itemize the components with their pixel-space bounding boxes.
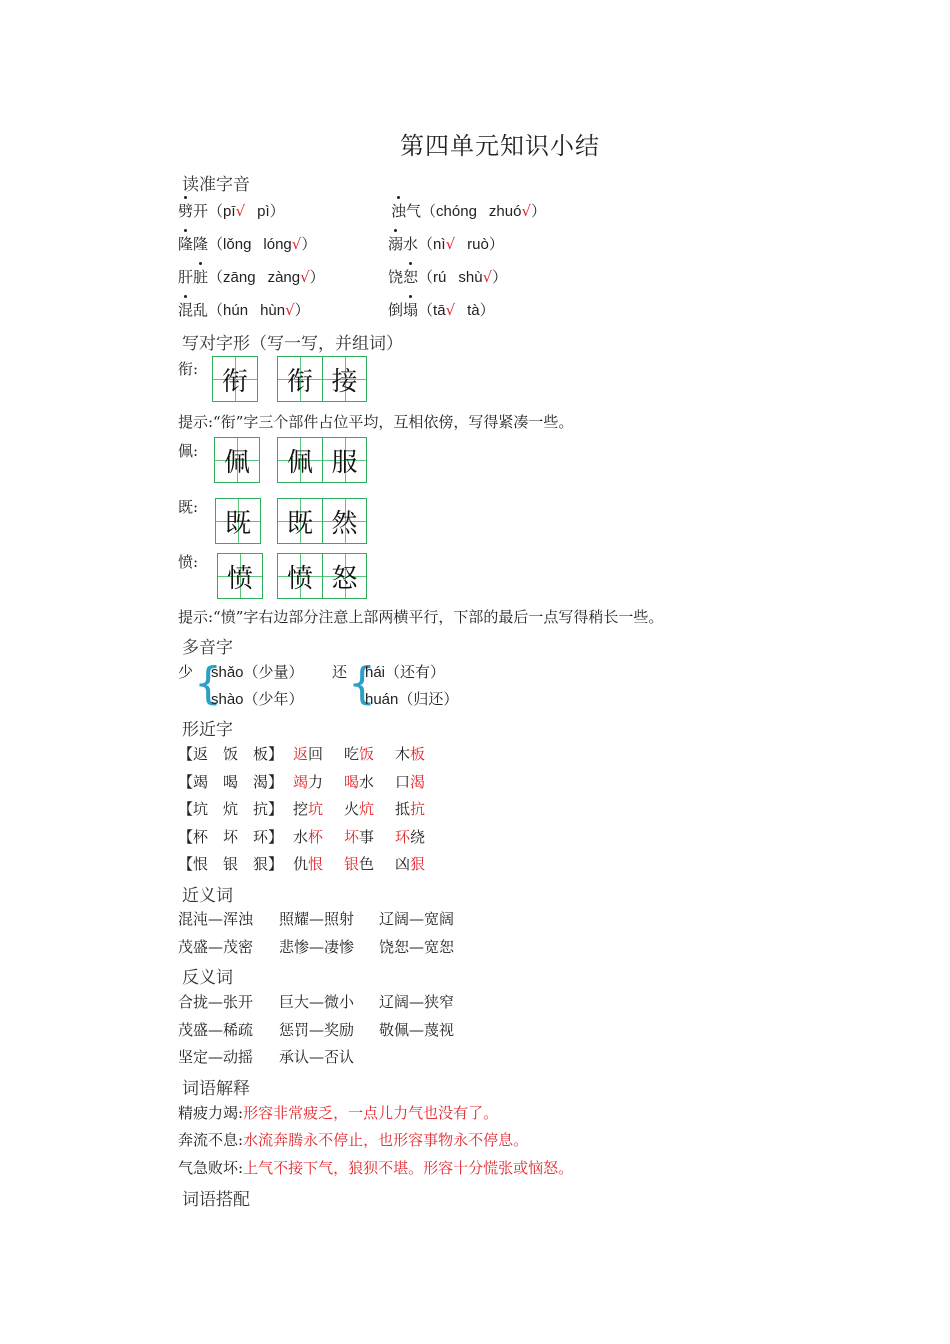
antonym-pair: 惩罚—奖励 [279, 1021, 355, 1039]
word-char: 凶 [395, 855, 411, 873]
writing-tip-2: 提示:“愤”字右边部分注意上部两横平行，下部的最后一点写得稍长一些。 [178, 608, 664, 626]
paren-close: ） [488, 235, 504, 253]
grid-char: 服 [331, 447, 358, 478]
pinyin-option: lǒng [223, 236, 252, 253]
section-heading-synonyms: 近义词 [182, 886, 233, 906]
polyphonic-reading: hái（还有） [365, 664, 446, 681]
similar-group: 【杯 坏 环】 [178, 828, 284, 846]
section-heading-explanations: 词语解释 [182, 1079, 250, 1099]
paren-close: ） [269, 202, 285, 220]
dotted-char: 脏 [193, 268, 209, 286]
char-label: 衔: [178, 360, 199, 378]
dotted-char: 浊 [391, 202, 407, 220]
grid-char: 佩 [223, 447, 250, 478]
paren-open: （ [418, 301, 434, 319]
word-char: 抵 [395, 800, 411, 818]
similar-group: 【竭 喝 渴】 [178, 773, 284, 791]
paren-open: （ [418, 235, 434, 253]
word-char: 口 [395, 773, 411, 791]
grid-cell [278, 554, 322, 598]
grid-cell [218, 554, 262, 598]
term: 气急败坏: [178, 1159, 244, 1177]
paren-open: （ [418, 268, 434, 286]
word-char: 回 [308, 745, 324, 763]
grid-cell [278, 499, 322, 543]
grid-char: 接 [331, 366, 358, 397]
char: 开 [193, 202, 209, 220]
pinyin-option: chóng [436, 203, 477, 220]
check-icon: √ [235, 202, 246, 220]
word-char: 杯 [308, 828, 324, 846]
grid-char: 既 [224, 508, 251, 539]
char: 乱 [193, 301, 209, 319]
paren-close: ） [309, 268, 325, 286]
similar-word [344, 798, 374, 819]
polyphonic-char: 少 [178, 663, 194, 681]
grid-cell [322, 554, 366, 598]
writing-grid-pair [277, 498, 367, 544]
paren-open: （ [208, 235, 224, 253]
word-char: 返 [293, 745, 309, 763]
grid-char: 怒 [331, 563, 358, 594]
pinyin-option: lóng [263, 236, 292, 253]
writing-grid-single [212, 356, 258, 402]
similar-word [344, 743, 374, 764]
char-label: 愤: [178, 553, 199, 571]
similar-word [395, 798, 425, 819]
grid-cell [216, 499, 260, 543]
word-char: 力 [308, 773, 324, 791]
pronunciation-item [178, 266, 325, 287]
pinyin-option: rú [433, 269, 447, 286]
word [391, 202, 421, 220]
word-char: 坑 [308, 800, 324, 818]
similar-group: 【恨 银 狠】 [178, 855, 284, 873]
dotted-char: 塌 [403, 301, 419, 319]
word-char: 饭 [359, 745, 375, 763]
dotted-char: 恕 [403, 268, 419, 286]
word [178, 268, 208, 286]
word-char: 木 [395, 745, 411, 763]
meaning: 形容非常疲乏，一点儿力气也没有了。 [243, 1104, 499, 1122]
polyphonic-reading: huán（归还） [365, 691, 459, 708]
similar-word [395, 743, 425, 764]
antonym-pair: 茂盛—稀疏 [178, 1021, 254, 1039]
similar-word [293, 743, 323, 764]
pinyin-option: hùn [260, 302, 286, 319]
word-char: 板 [410, 745, 426, 763]
pronunciation-item [178, 299, 310, 320]
antonym-pair: 辽阔—狭窄 [379, 993, 455, 1011]
antonym-pair: 合拢—张开 [178, 993, 254, 1011]
grid-cell [215, 438, 259, 482]
section-heading-pronunciation: 读准字音 [182, 175, 250, 195]
check-icon: √ [291, 235, 302, 253]
antonym-pair: 坚定—动摇 [178, 1048, 254, 1066]
similar-group: 【返 饭 板】 [178, 745, 284, 763]
word [178, 202, 208, 220]
synonym-pair: 混沌—浑浊 [178, 910, 254, 928]
writing-grid-single [217, 553, 263, 599]
word-char: 绕 [410, 828, 426, 846]
grid-char: 愤 [226, 563, 253, 594]
word-char: 银 [344, 855, 360, 873]
pinyin-option: tā [433, 302, 446, 319]
polyphonic-reading: shào（少年） [211, 691, 304, 708]
pinyin-option: shù [458, 269, 483, 286]
meaning: 水流奔腾永不停止，也形容事物永不停息。 [243, 1131, 529, 1149]
paren-close: ） [492, 268, 508, 286]
synonym-pair: 悲惨—凄惨 [279, 938, 355, 956]
grid-cell [278, 438, 322, 482]
word-char: 色 [359, 855, 375, 873]
paren-open: （ [421, 202, 437, 220]
word [178, 301, 208, 319]
char: 肝 [178, 268, 194, 286]
writing-grid-single [215, 498, 261, 544]
pinyin-option: tà [467, 302, 480, 319]
check-icon: √ [445, 301, 456, 319]
word-char: 狠 [410, 855, 426, 873]
paren-open: （ [208, 268, 224, 286]
pinyin-option: hún [223, 302, 249, 319]
synonym-pair: 饶恕—宽恕 [379, 938, 455, 956]
char-label: 既: [178, 498, 199, 516]
similar-word [293, 771, 323, 792]
paren-close: ） [479, 301, 495, 319]
section-heading-polyphonic: 多音字 [182, 638, 233, 658]
pronunciation-item [178, 200, 285, 221]
similar-word [395, 826, 425, 847]
pinyin-option: ruò [467, 236, 489, 253]
similar-word [395, 771, 425, 792]
pinyin-option: zàng [267, 269, 301, 286]
section-heading-antonyms: 反义词 [182, 968, 233, 988]
char: 倒 [388, 301, 404, 319]
similar-word [344, 771, 374, 792]
page-title: 第四单元知识小结 [400, 132, 600, 160]
pinyin-option: pī [223, 203, 236, 220]
brace-icon: { [348, 658, 376, 709]
check-icon: √ [521, 202, 532, 220]
grid-char: 衔 [286, 366, 313, 397]
word-char: 挖 [293, 800, 309, 818]
term: 精疲力竭: [178, 1104, 244, 1122]
paren-open: （ [208, 301, 224, 319]
synonym-pair: 辽阔—宽阔 [379, 910, 455, 928]
check-icon: √ [482, 268, 493, 286]
similar-word [293, 826, 323, 847]
similar-word [293, 853, 323, 874]
word [388, 301, 418, 319]
word-char: 水 [293, 828, 309, 846]
similar-word [395, 853, 425, 874]
pronunciation-item [388, 233, 504, 254]
word-char: 仇 [293, 855, 309, 873]
pronunciation-item [178, 233, 316, 254]
grid-cell [278, 357, 322, 401]
dotted-char: 混 [178, 301, 194, 319]
explanation-item [178, 1157, 573, 1178]
word-char: 竭 [293, 773, 309, 791]
section-heading-writing: 写对字形（写一写，并组词） [182, 334, 403, 354]
paren-close: ） [531, 202, 547, 220]
word-char: 事 [359, 828, 375, 846]
word-char: 火 [344, 800, 360, 818]
dotted-char: 劈 [178, 202, 194, 220]
paren-open: （ [208, 202, 224, 220]
char: 隆 [193, 235, 209, 253]
writing-grid-pair [277, 553, 367, 599]
word [178, 235, 208, 253]
char: 饶 [388, 268, 404, 286]
grid-char: 衔 [221, 366, 248, 397]
check-icon: √ [445, 235, 456, 253]
char: 气 [406, 202, 422, 220]
word-char: 喝 [344, 773, 360, 791]
writing-tip-1: 提示:“衔”字三个部件占位平均，互相依傍，写得紧凑一些。 [178, 413, 574, 431]
meaning: 上气不接下气，狼狈不堪。形容十分慌张或恼怒。 [243, 1159, 574, 1177]
grid-char: 然 [331, 508, 358, 539]
pronunciation-item [391, 200, 546, 221]
synonym-pair: 茂盛—茂密 [178, 938, 254, 956]
pinyin-option: nì [433, 236, 446, 253]
term: 奔流不息: [178, 1131, 244, 1149]
word [388, 235, 418, 253]
similar-word [293, 798, 323, 819]
word-char: 水 [359, 773, 375, 791]
check-icon: √ [285, 301, 295, 319]
antonym-pair: 巨大—微小 [279, 993, 355, 1011]
word-char: 坏 [344, 828, 360, 846]
writing-grid-single [214, 437, 260, 483]
pinyin-option: zhuó [488, 203, 522, 220]
writing-grid-pair [277, 356, 367, 402]
pronunciation-item [388, 266, 507, 287]
dotted-char: 隆 [178, 235, 194, 253]
paren-close: ） [301, 235, 317, 253]
pinyin-option: pì [257, 203, 270, 220]
pronunciation-item [388, 299, 495, 320]
polyphonic-reading: shǎo（少量） [211, 664, 304, 681]
grid-cell [322, 357, 366, 401]
antonym-pair: 承认—否认 [279, 1048, 355, 1066]
word [388, 268, 418, 286]
word-char: 渴 [410, 773, 426, 791]
grid-char: 佩 [286, 447, 313, 478]
section-heading-collocation: 词语搭配 [182, 1190, 250, 1210]
char-label: 佩: [178, 442, 199, 460]
grid-cell [213, 357, 257, 401]
dotted-char: 溺 [388, 235, 404, 253]
grid-cell [322, 438, 366, 482]
word-char: 吃 [344, 745, 360, 763]
similar-group: 【坑 炕 抗】 [178, 800, 284, 818]
antonym-pair: 敬佩—蔑视 [379, 1021, 455, 1039]
word-char: 炕 [359, 800, 375, 818]
writing-grid-pair [277, 437, 367, 483]
similar-word [344, 826, 374, 847]
word-char: 环 [395, 828, 411, 846]
brace-icon: { [194, 658, 222, 709]
grid-cell [322, 499, 366, 543]
synonym-pair: 照耀—照射 [279, 910, 355, 928]
explanation-item [178, 1129, 528, 1150]
polyphonic-char: 还 [332, 663, 348, 681]
word-char: 恨 [308, 855, 324, 873]
explanation-item [178, 1102, 498, 1123]
grid-char: 既 [286, 508, 313, 539]
similar-word [344, 853, 374, 874]
paren-close: ） [294, 301, 310, 319]
char: 水 [403, 235, 419, 253]
section-heading-similar: 形近字 [182, 720, 233, 740]
word-char: 抗 [410, 800, 426, 818]
grid-char: 愤 [286, 563, 313, 594]
check-icon: √ [300, 268, 310, 286]
pinyin-option: zāng [223, 269, 256, 286]
